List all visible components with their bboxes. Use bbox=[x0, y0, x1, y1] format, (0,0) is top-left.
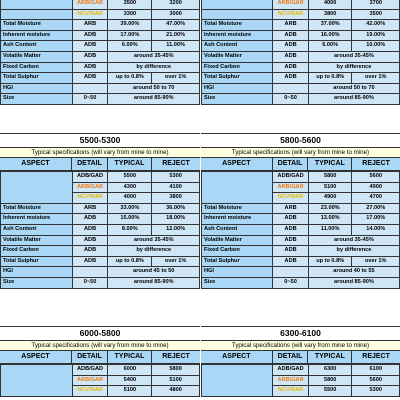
table-row: ADB/GAD 5800 5600 bbox=[202, 172, 400, 183]
col-reject: REJECT bbox=[362, 353, 390, 360]
table-row: Fixed Carbon ADB by difference bbox=[202, 62, 400, 73]
spec-table-top-left bbox=[0, 0, 200, 105]
table-row: HGI around 50 to 70 bbox=[202, 83, 400, 94]
table-row: ARB/GAR 5100 4900 bbox=[202, 182, 400, 193]
column-headers bbox=[201, 158, 400, 171]
table-row: Total Moisture ARB 23.00% 27.00% bbox=[202, 203, 400, 214]
spec-section-6000-5800 bbox=[0, 321, 200, 397]
typical-note: Typical specifications (will vary from mine to mine) bbox=[0, 340, 200, 351]
table-row: Ash Content ADB 8.00% 12.00% bbox=[1, 224, 200, 235]
table-row: Total Sulphur ADB up to 0.8% over 1% bbox=[202, 73, 400, 84]
table-row: NCV/NAR 4000 3800 bbox=[1, 193, 200, 204]
col-typical: TYPICAL bbox=[308, 351, 352, 363]
table-row: Ash Content ADB 6.00% 10.00% bbox=[202, 41, 400, 52]
table-row: Volatile Matter ADB around 35-45% bbox=[202, 51, 400, 62]
typical-note: Typical specifications (will vary from mine to mine) bbox=[201, 147, 400, 158]
table-row: Size 0~50 around 85-90% bbox=[1, 94, 200, 105]
table-row: ARB/GAR 5800 5600 bbox=[202, 375, 400, 386]
table-row: ADB/GAD 6000 5800 bbox=[1, 365, 200, 376]
col-detail: DETAIL bbox=[72, 351, 108, 363]
table-row: ARB/GAR 4300 4100 bbox=[1, 182, 200, 193]
col-detail: DETAIL bbox=[72, 158, 108, 170]
spec-section-5500-5300 bbox=[0, 126, 200, 289]
table-row: NCV/NAR 5100 4800 bbox=[1, 386, 200, 397]
table-row: NCV/NAR 4900 4700 bbox=[202, 193, 400, 204]
col-reject: REJECT bbox=[362, 160, 390, 167]
col-detail: DETAIL bbox=[273, 351, 309, 363]
table-row: Total Sulphur ADB up to 0.8% over 1% bbox=[1, 256, 200, 267]
table-row: Fixed Carbon ADB by difference bbox=[1, 62, 200, 73]
table-row: Volatile Matter ADB around 35-45% bbox=[1, 51, 200, 62]
table-row: Fixed Carbon ADB by difference bbox=[202, 246, 400, 257]
table-row: Total Sulphur ADB up to 0.8% over 1% bbox=[1, 73, 200, 84]
table-row: Total Sulphur ADB up to 0.8% over 1% bbox=[202, 256, 400, 267]
table-row: Total Moisture ARB 39.00% 47.00% bbox=[1, 20, 200, 31]
spec-table-top-right bbox=[201, 0, 400, 105]
col-aspect: ASPECT bbox=[201, 158, 273, 170]
table-row: Ash Content ADB 11.00% 14.00% bbox=[202, 224, 400, 235]
col-reject: REJECT bbox=[162, 353, 190, 360]
col-aspect: ASPECT bbox=[0, 158, 72, 170]
table-row: Inherent moisture ADB 16.00% 19.00% bbox=[202, 30, 400, 41]
table-row: Inherent moisture ADB 17.00% 21.00% bbox=[1, 30, 200, 41]
section-title: 5500-5300 bbox=[0, 133, 200, 147]
column-headers bbox=[0, 351, 200, 364]
typical-note: Typical specifications (will vary from mine to mine) bbox=[0, 147, 200, 158]
table-row: HGI around 45 to 50 bbox=[1, 267, 200, 278]
table-row: Volatile Matter ADB around 35-45% bbox=[202, 235, 400, 246]
table-row: Size 0~50 around 85-90% bbox=[1, 277, 200, 288]
table-row: Inherent moisture ADB 15.00% 18.00% bbox=[1, 214, 200, 225]
table-row: Fixed Carbon ADB by difference bbox=[1, 246, 200, 257]
table-row: Size 0~50 around 85-90% bbox=[202, 94, 400, 105]
col-aspect: ASPECT bbox=[0, 351, 72, 363]
table-row: Total Moisture ARB 37.00% 42.00% bbox=[202, 20, 400, 31]
table-row: ARB/GAR 4000 3700 bbox=[202, 0, 400, 9]
col-reject: REJECT bbox=[162, 160, 190, 167]
col-detail: DETAIL bbox=[273, 158, 309, 170]
column-headers bbox=[201, 351, 400, 364]
table-row: ADB/GAD 5500 5300 bbox=[1, 172, 200, 183]
table-row: Size 0~50 around 85-90% bbox=[202, 277, 400, 288]
table-row: Inherent moisture ADB 13.00% 17.00% bbox=[202, 214, 400, 225]
section-title: 6000-5800 bbox=[0, 326, 200, 340]
table-row: Volatile Matter ADB around 35-45% bbox=[1, 235, 200, 246]
table-row: HGI around 50 to 70 bbox=[1, 83, 200, 94]
table-row: HGI around 40 to 55 bbox=[202, 267, 400, 278]
table-row: NCV/NAR 3300 3000 bbox=[1, 9, 200, 20]
table-row: Ash Content ADB 6.00% 11.00% bbox=[1, 41, 200, 52]
col-typical: TYPICAL bbox=[308, 158, 352, 170]
table-row: ARB/GAR 3500 3200 bbox=[1, 0, 200, 9]
table-row: NCV/NAR 5500 5300 bbox=[202, 386, 400, 397]
spec-section-6300-6100 bbox=[201, 321, 400, 397]
section-title: 6300-6100 bbox=[201, 326, 400, 340]
col-aspect: ASPECT bbox=[201, 351, 273, 363]
col-typical: TYPICAL bbox=[108, 158, 152, 170]
spec-section-5800-5600 bbox=[201, 126, 400, 289]
typical-note: Typical specifications (will vary from mine to mine) bbox=[201, 340, 400, 351]
table-row: ARB/GAR 5400 5100 bbox=[1, 375, 200, 386]
table-row: ADB/GAD 6300 6100 bbox=[202, 365, 400, 376]
table-row: Total Moisture ARB 33.00% 36.00% bbox=[1, 203, 200, 214]
section-title: 5800-5600 bbox=[201, 133, 400, 147]
table-row: NCV/NAR 3800 3500 bbox=[202, 9, 400, 20]
col-typical: TYPICAL bbox=[108, 351, 152, 363]
column-headers bbox=[0, 158, 200, 171]
